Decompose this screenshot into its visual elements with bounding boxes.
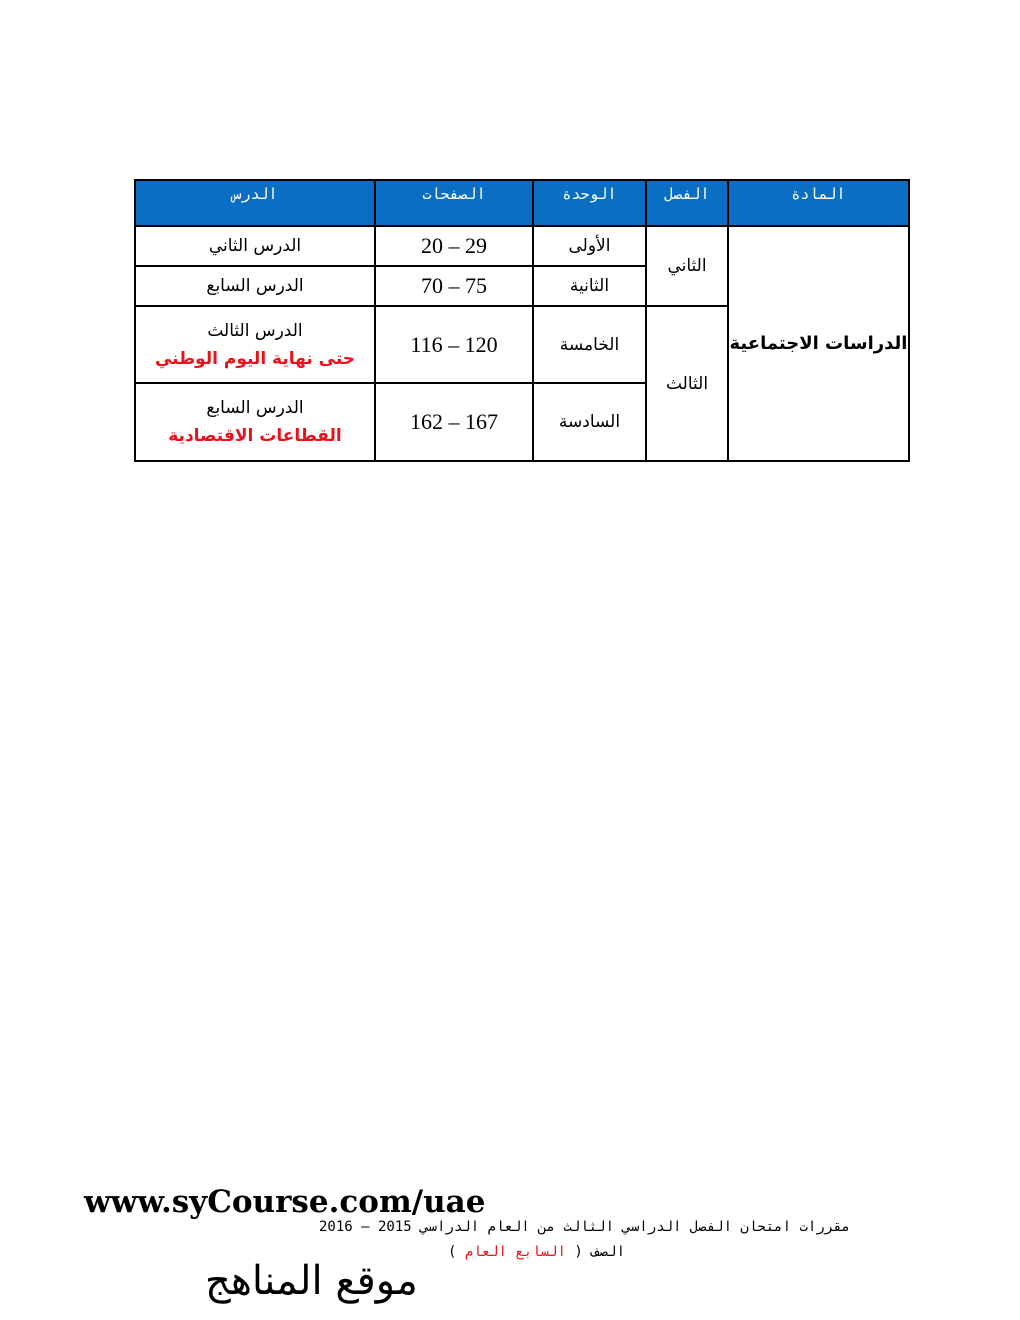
lesson-cell xyxy=(135,266,375,306)
unit-cell: الثانية xyxy=(533,266,646,306)
lesson-title: الدرس السابع xyxy=(206,398,304,418)
header-lesson: الدرس xyxy=(135,180,375,226)
lesson-note: القطاعات الاقتصادية xyxy=(168,426,342,446)
lesson-note: حتى نهاية اليوم الوطني xyxy=(154,348,356,369)
pages-cell: 20 – 29 xyxy=(375,226,533,266)
footer-exam-title: مقررات امتحان الفصل الدراسي الثالث من العام الدراسي 2015 – 2016 xyxy=(318,1219,850,1235)
grade-prefix: الصف ( xyxy=(574,1244,625,1260)
header-subject: المادة xyxy=(728,180,909,226)
lesson-title: الدرس الثاني xyxy=(208,236,302,256)
header-unit: الوحدة xyxy=(533,180,646,226)
lesson-cell xyxy=(135,226,375,266)
site-name: موقع المناهج xyxy=(205,1258,418,1304)
lesson-title: الدرس الثالث xyxy=(207,320,303,341)
term-cell: الثاني xyxy=(646,226,728,306)
table-row xyxy=(135,226,909,266)
table-header-row xyxy=(135,180,909,226)
pages-cell: 162 – 167 xyxy=(375,383,533,461)
lesson-cell xyxy=(135,383,375,461)
grade-suffix: ) xyxy=(447,1244,457,1260)
pages-cell: 116 – 120 xyxy=(375,306,533,383)
lesson-cell xyxy=(135,306,375,383)
website-url: www.syCourse.com/uae xyxy=(84,1184,486,1220)
header-term: الفصل xyxy=(646,180,728,226)
grade-name: السابع العام xyxy=(456,1244,575,1260)
lesson-title: الدرس السابع xyxy=(206,276,304,296)
unit-cell: الأولى xyxy=(533,226,646,266)
unit-cell: السادسة xyxy=(533,383,646,461)
term-cell: الثالث xyxy=(646,306,728,461)
exam-schedule-table xyxy=(134,179,910,462)
unit-cell: الخامسة xyxy=(533,306,646,383)
pages-cell: 70 – 75 xyxy=(375,266,533,306)
header-pages: الصفحات xyxy=(375,180,533,226)
subject-cell: الدراسات الاجتماعية xyxy=(728,226,909,461)
